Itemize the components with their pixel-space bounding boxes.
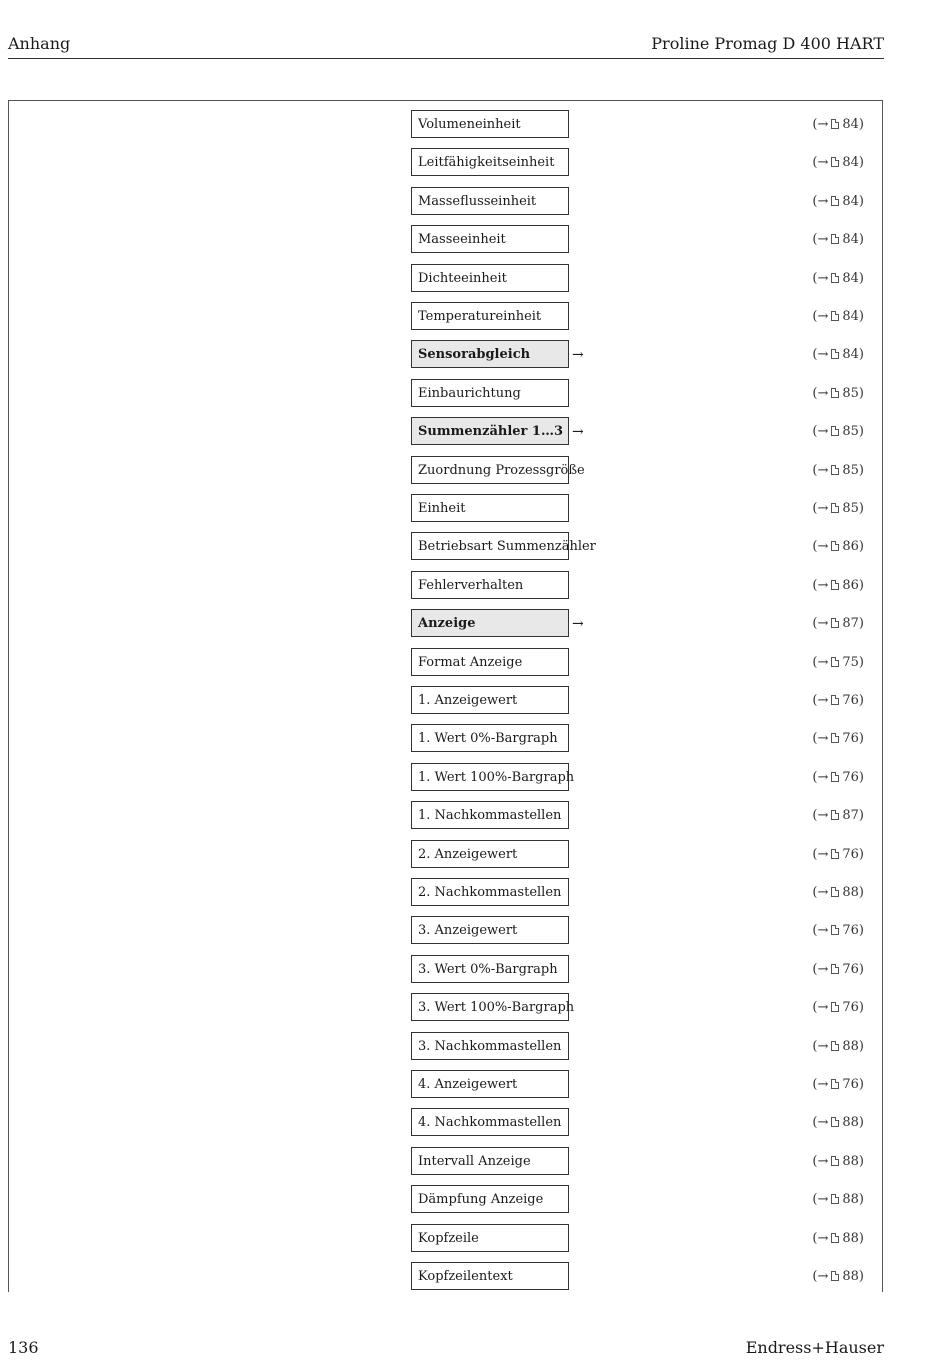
reference-page-number: 84 — [842, 232, 859, 248]
page-reference[interactable] — [812, 763, 864, 793]
reference-arrow: (→ — [812, 846, 829, 862]
menu-row — [9, 148, 882, 178]
reference-close: ) — [858, 654, 864, 670]
menu-row — [9, 955, 882, 985]
document-page-icon — [831, 618, 839, 628]
parameter-box[interactable]: Masseeinheit — [411, 225, 569, 253]
reference-arrow: (→ — [812, 731, 829, 747]
reference-arrow: (→ — [812, 961, 829, 977]
reference-close: ) — [858, 1038, 864, 1054]
menu-row — [9, 225, 882, 255]
submenu-box[interactable]: Summenzähler 1…3 — [411, 417, 569, 445]
parameter-box[interactable]: 4. Nachkommastellen — [411, 1108, 569, 1136]
reference-arrow: (→ — [812, 1000, 829, 1016]
menu-row — [9, 609, 882, 639]
page-reference[interactable] — [812, 916, 864, 946]
reference-close: ) — [858, 1192, 864, 1208]
reference-arrow: (→ — [812, 808, 829, 824]
menu-row — [9, 993, 882, 1023]
reference-arrow: (→ — [812, 193, 829, 209]
parameter-box[interactable]: 4. Anzeigewert — [411, 1070, 569, 1098]
reference-page-number: 87 — [842, 808, 859, 824]
page-reference[interactable] — [812, 1262, 864, 1292]
page-reference[interactable] — [812, 494, 864, 524]
parameter-box[interactable]: 2. Nachkommastellen — [411, 878, 569, 906]
page-reference[interactable] — [812, 571, 864, 601]
reference-page-number: 85 — [842, 385, 859, 401]
reference-arrow: (→ — [812, 693, 829, 708]
menu-row — [9, 763, 882, 793]
reference-page-number: 88 — [842, 1115, 859, 1131]
reference-arrow: (→ — [812, 155, 829, 171]
page-reference[interactable] — [812, 148, 864, 178]
document-page-icon — [831, 273, 839, 283]
reference-arrow: (→ — [812, 270, 829, 286]
page-reference[interactable] — [812, 1108, 864, 1138]
parameter-box[interactable]: Einbaurichtung — [411, 379, 569, 407]
reference-arrow: (→ — [812, 1230, 829, 1246]
footer-page-number: 136 — [8, 1338, 39, 1357]
reference-close: ) — [858, 309, 864, 324]
document-page-icon — [831, 810, 839, 820]
document-page-icon — [831, 196, 839, 206]
reference-page-number: 76 — [842, 846, 859, 862]
parameter-box[interactable]: 3. Nachkommastellen — [411, 1032, 569, 1060]
parameter-box[interactable]: 3. Wert 0%-Bargraph — [411, 955, 569, 983]
reference-page-number: 88 — [842, 1192, 859, 1208]
document-page-icon — [831, 349, 839, 359]
menu-structure-frame — [8, 100, 883, 1292]
document-page-icon — [831, 388, 839, 398]
document-page-icon — [831, 964, 839, 974]
page-reference[interactable] — [812, 609, 864, 639]
reference-page-number: 87 — [842, 616, 859, 632]
document-page-icon — [831, 465, 839, 475]
reference-arrow: (→ — [812, 616, 829, 632]
document-page-icon — [831, 849, 839, 859]
page-reference[interactable] — [812, 225, 864, 255]
menu-rows — [9, 101, 882, 1292]
parameter-box[interactable]: Betriebsart Summenzähler — [411, 532, 569, 560]
reference-close: ) — [858, 693, 864, 708]
reference-close: ) — [858, 1115, 864, 1131]
reference-page-number: 84 — [842, 117, 859, 132]
parameter-box[interactable]: 1. Anzeigewert — [411, 686, 569, 714]
reference-close: ) — [858, 808, 864, 824]
parameter-box[interactable]: Kopfzeile — [411, 1224, 569, 1252]
reference-page-number: 84 — [842, 347, 859, 363]
page-reference[interactable] — [812, 1032, 864, 1062]
parameter-box[interactable]: Format Anzeige — [411, 648, 569, 676]
document-page-icon — [831, 541, 839, 551]
document-page-icon — [831, 119, 839, 129]
reference-arrow: (→ — [812, 462, 829, 478]
reference-page-number: 76 — [842, 1000, 859, 1016]
page-reference[interactable] — [812, 187, 864, 217]
reference-close: ) — [858, 1000, 864, 1016]
reference-close: ) — [858, 1153, 864, 1169]
page-reference[interactable] — [812, 110, 864, 140]
document-page-icon — [831, 1002, 839, 1012]
document-page-icon — [831, 733, 839, 743]
reference-arrow: (→ — [812, 539, 829, 555]
page-reference[interactable] — [812, 302, 864, 332]
footer-brand: Endress+Hauser — [745, 1338, 884, 1357]
reference-close: ) — [858, 1230, 864, 1246]
document-page-icon — [831, 1156, 839, 1166]
submenu-box[interactable]: Sensorabgleich — [411, 340, 569, 368]
reference-close: ) — [858, 424, 864, 440]
page-reference[interactable] — [812, 456, 864, 486]
reference-page-number: 84 — [842, 155, 859, 171]
reference-arrow: (→ — [812, 923, 829, 939]
page-reference[interactable] — [812, 1185, 864, 1215]
reference-close: ) — [858, 539, 864, 555]
document-page-icon — [831, 1233, 839, 1243]
reference-page-number: 86 — [842, 577, 859, 593]
menu-row — [9, 417, 882, 447]
reference-close: ) — [858, 846, 864, 862]
reference-arrow: (→ — [812, 309, 829, 324]
menu-row — [9, 532, 882, 562]
page-reference[interactable] — [812, 340, 864, 370]
menu-row — [9, 1262, 882, 1292]
menu-row — [9, 340, 882, 370]
reference-close: ) — [858, 923, 864, 939]
reference-close: ) — [858, 270, 864, 286]
parameter-box[interactable]: Einheit — [411, 494, 569, 522]
document-page-icon — [831, 234, 839, 244]
reference-arrow: (→ — [812, 1038, 829, 1054]
reference-close: ) — [858, 885, 864, 900]
page-reference[interactable] — [812, 686, 864, 716]
document-page-icon — [831, 503, 839, 513]
document-page-icon — [831, 887, 839, 897]
parameter-box[interactable]: 2. Anzeigewert — [411, 840, 569, 868]
document-page-icon — [831, 657, 839, 667]
page-reference[interactable] — [812, 1070, 864, 1100]
reference-close: ) — [858, 577, 864, 593]
submenu-box[interactable]: Anzeige — [411, 609, 569, 637]
reference-arrow: (→ — [812, 1192, 829, 1208]
reference-close: ) — [858, 769, 864, 785]
reference-arrow: (→ — [812, 1115, 829, 1131]
document-page-icon — [831, 772, 839, 782]
document-page-icon — [831, 1041, 839, 1051]
menu-row — [9, 724, 882, 754]
menu-row — [9, 302, 882, 332]
document-page-icon — [831, 1079, 839, 1089]
reference-page-number: 76 — [842, 961, 859, 977]
menu-row — [9, 110, 882, 140]
reference-arrow: (→ — [812, 385, 829, 401]
page-reference[interactable] — [812, 724, 864, 754]
document-page-icon — [831, 311, 839, 321]
document-page-icon — [831, 1117, 839, 1127]
parameter-box[interactable]: Intervall Anzeige — [411, 1147, 569, 1175]
reference-page-number: 88 — [842, 1230, 859, 1246]
submenu-arrow-icon: → — [572, 424, 584, 441]
reference-close: ) — [858, 385, 864, 401]
document-page-icon — [831, 1194, 839, 1204]
reference-page-number: 88 — [842, 1038, 859, 1054]
reference-close: ) — [858, 155, 864, 171]
submenu-arrow-icon: → — [572, 616, 584, 633]
reference-page-number: 76 — [842, 769, 859, 785]
reference-page-number: 88 — [842, 1153, 859, 1169]
reference-arrow: (→ — [812, 1153, 829, 1169]
reference-page-number: 85 — [842, 424, 859, 440]
reference-page-number: 76 — [842, 1077, 859, 1092]
parameter-box[interactable]: Leitfähigkeitseinheit — [411, 148, 569, 176]
document-page-icon — [831, 580, 839, 590]
menu-row — [9, 878, 882, 908]
parameter-box[interactable]: Dichteeinheit — [411, 264, 569, 292]
menu-row — [9, 1224, 882, 1254]
parameter-box[interactable]: Dämpfung Anzeige — [411, 1185, 569, 1213]
header-section-title: Anhang — [8, 34, 71, 53]
parameter-box[interactable]: Masseflusseinheit — [411, 187, 569, 215]
page-reference[interactable] — [812, 264, 864, 294]
parameter-box[interactable]: 3. Wert 100%-Bargraph — [411, 993, 569, 1021]
reference-arrow: (→ — [812, 1077, 829, 1092]
menu-row — [9, 571, 882, 601]
parameter-box[interactable]: Fehlerverhalten — [411, 571, 569, 599]
reference-close: ) — [858, 347, 864, 363]
parameter-box[interactable]: Temperatureinheit — [411, 302, 569, 330]
reference-page-number: 76 — [842, 731, 859, 747]
reference-page-number: 88 — [842, 885, 859, 900]
reference-page-number: 76 — [842, 693, 859, 708]
menu-row — [9, 916, 882, 946]
reference-arrow: (→ — [812, 347, 829, 363]
page-reference[interactable] — [812, 648, 864, 678]
document-page-icon — [831, 1271, 839, 1281]
reference-arrow: (→ — [812, 117, 829, 132]
reference-close: ) — [858, 616, 864, 632]
reference-close: ) — [858, 462, 864, 478]
reference-arrow: (→ — [812, 577, 829, 593]
reference-close: ) — [858, 731, 864, 747]
reference-page-number: 86 — [842, 539, 859, 555]
page-reference[interactable] — [812, 878, 864, 908]
reference-close: ) — [858, 961, 864, 977]
document-page-icon — [831, 695, 839, 705]
menu-row — [9, 648, 882, 678]
menu-row — [9, 840, 882, 870]
parameter-box[interactable]: 1. Nachkommastellen — [411, 801, 569, 829]
page-reference[interactable] — [812, 1147, 864, 1177]
parameter-box[interactable]: 1. Wert 0%-Bargraph — [411, 724, 569, 752]
page-reference[interactable] — [812, 417, 864, 447]
reference-close: ) — [858, 232, 864, 248]
page-reference[interactable] — [812, 955, 864, 985]
reference-page-number: 75 — [842, 654, 859, 670]
reference-page-number: 84 — [842, 309, 859, 324]
page-reference[interactable] — [812, 801, 864, 831]
reference-page-number: 85 — [842, 501, 859, 516]
submenu-arrow-icon: → — [572, 347, 584, 364]
page-reference[interactable] — [812, 532, 864, 562]
page-reference[interactable] — [812, 993, 864, 1023]
reference-arrow: (→ — [812, 1269, 829, 1284]
parameter-box[interactable]: Kopfzeilentext — [411, 1262, 569, 1290]
reference-page-number: 84 — [842, 270, 859, 286]
menu-row — [9, 1108, 882, 1138]
reference-close: ) — [858, 501, 864, 516]
menu-row — [9, 801, 882, 831]
page-reference[interactable] — [812, 1224, 864, 1254]
reference-page-number: 84 — [842, 193, 859, 209]
reference-arrow: (→ — [812, 769, 829, 785]
document-page-icon — [831, 925, 839, 935]
reference-page-number: 88 — [842, 1269, 859, 1284]
document-page-icon — [831, 157, 839, 167]
menu-row — [9, 456, 882, 486]
reference-page-number: 85 — [842, 462, 859, 478]
reference-arrow: (→ — [812, 232, 829, 248]
parameter-box[interactable]: 1. Wert 100%-Bargraph — [411, 763, 569, 791]
header-product-name: Proline Promag D 400 HART — [651, 34, 884, 53]
menu-row — [9, 379, 882, 409]
menu-row — [9, 1185, 882, 1215]
parameter-box[interactable]: Zuordnung Prozessgröße — [411, 456, 569, 484]
parameter-box[interactable]: 3. Anzeigewert — [411, 916, 569, 944]
reference-arrow: (→ — [812, 885, 829, 900]
reference-close: ) — [858, 193, 864, 209]
menu-row — [9, 1070, 882, 1100]
document-page-icon — [831, 426, 839, 436]
reference-arrow: (→ — [812, 424, 829, 440]
header-divider — [8, 58, 884, 59]
reference-arrow: (→ — [812, 501, 829, 516]
reference-close: ) — [858, 1077, 864, 1092]
menu-row — [9, 187, 882, 217]
menu-row — [9, 1032, 882, 1062]
reference-arrow: (→ — [812, 654, 829, 670]
reference-close: ) — [858, 1269, 864, 1284]
page-reference[interactable] — [812, 379, 864, 409]
menu-row — [9, 494, 882, 524]
reference-close: ) — [858, 117, 864, 132]
menu-row — [9, 686, 882, 716]
parameter-box[interactable]: Volumeneinheit — [411, 110, 569, 138]
menu-row — [9, 264, 882, 294]
page-reference[interactable] — [812, 840, 864, 870]
reference-page-number: 76 — [842, 923, 859, 939]
menu-row — [9, 1147, 882, 1177]
